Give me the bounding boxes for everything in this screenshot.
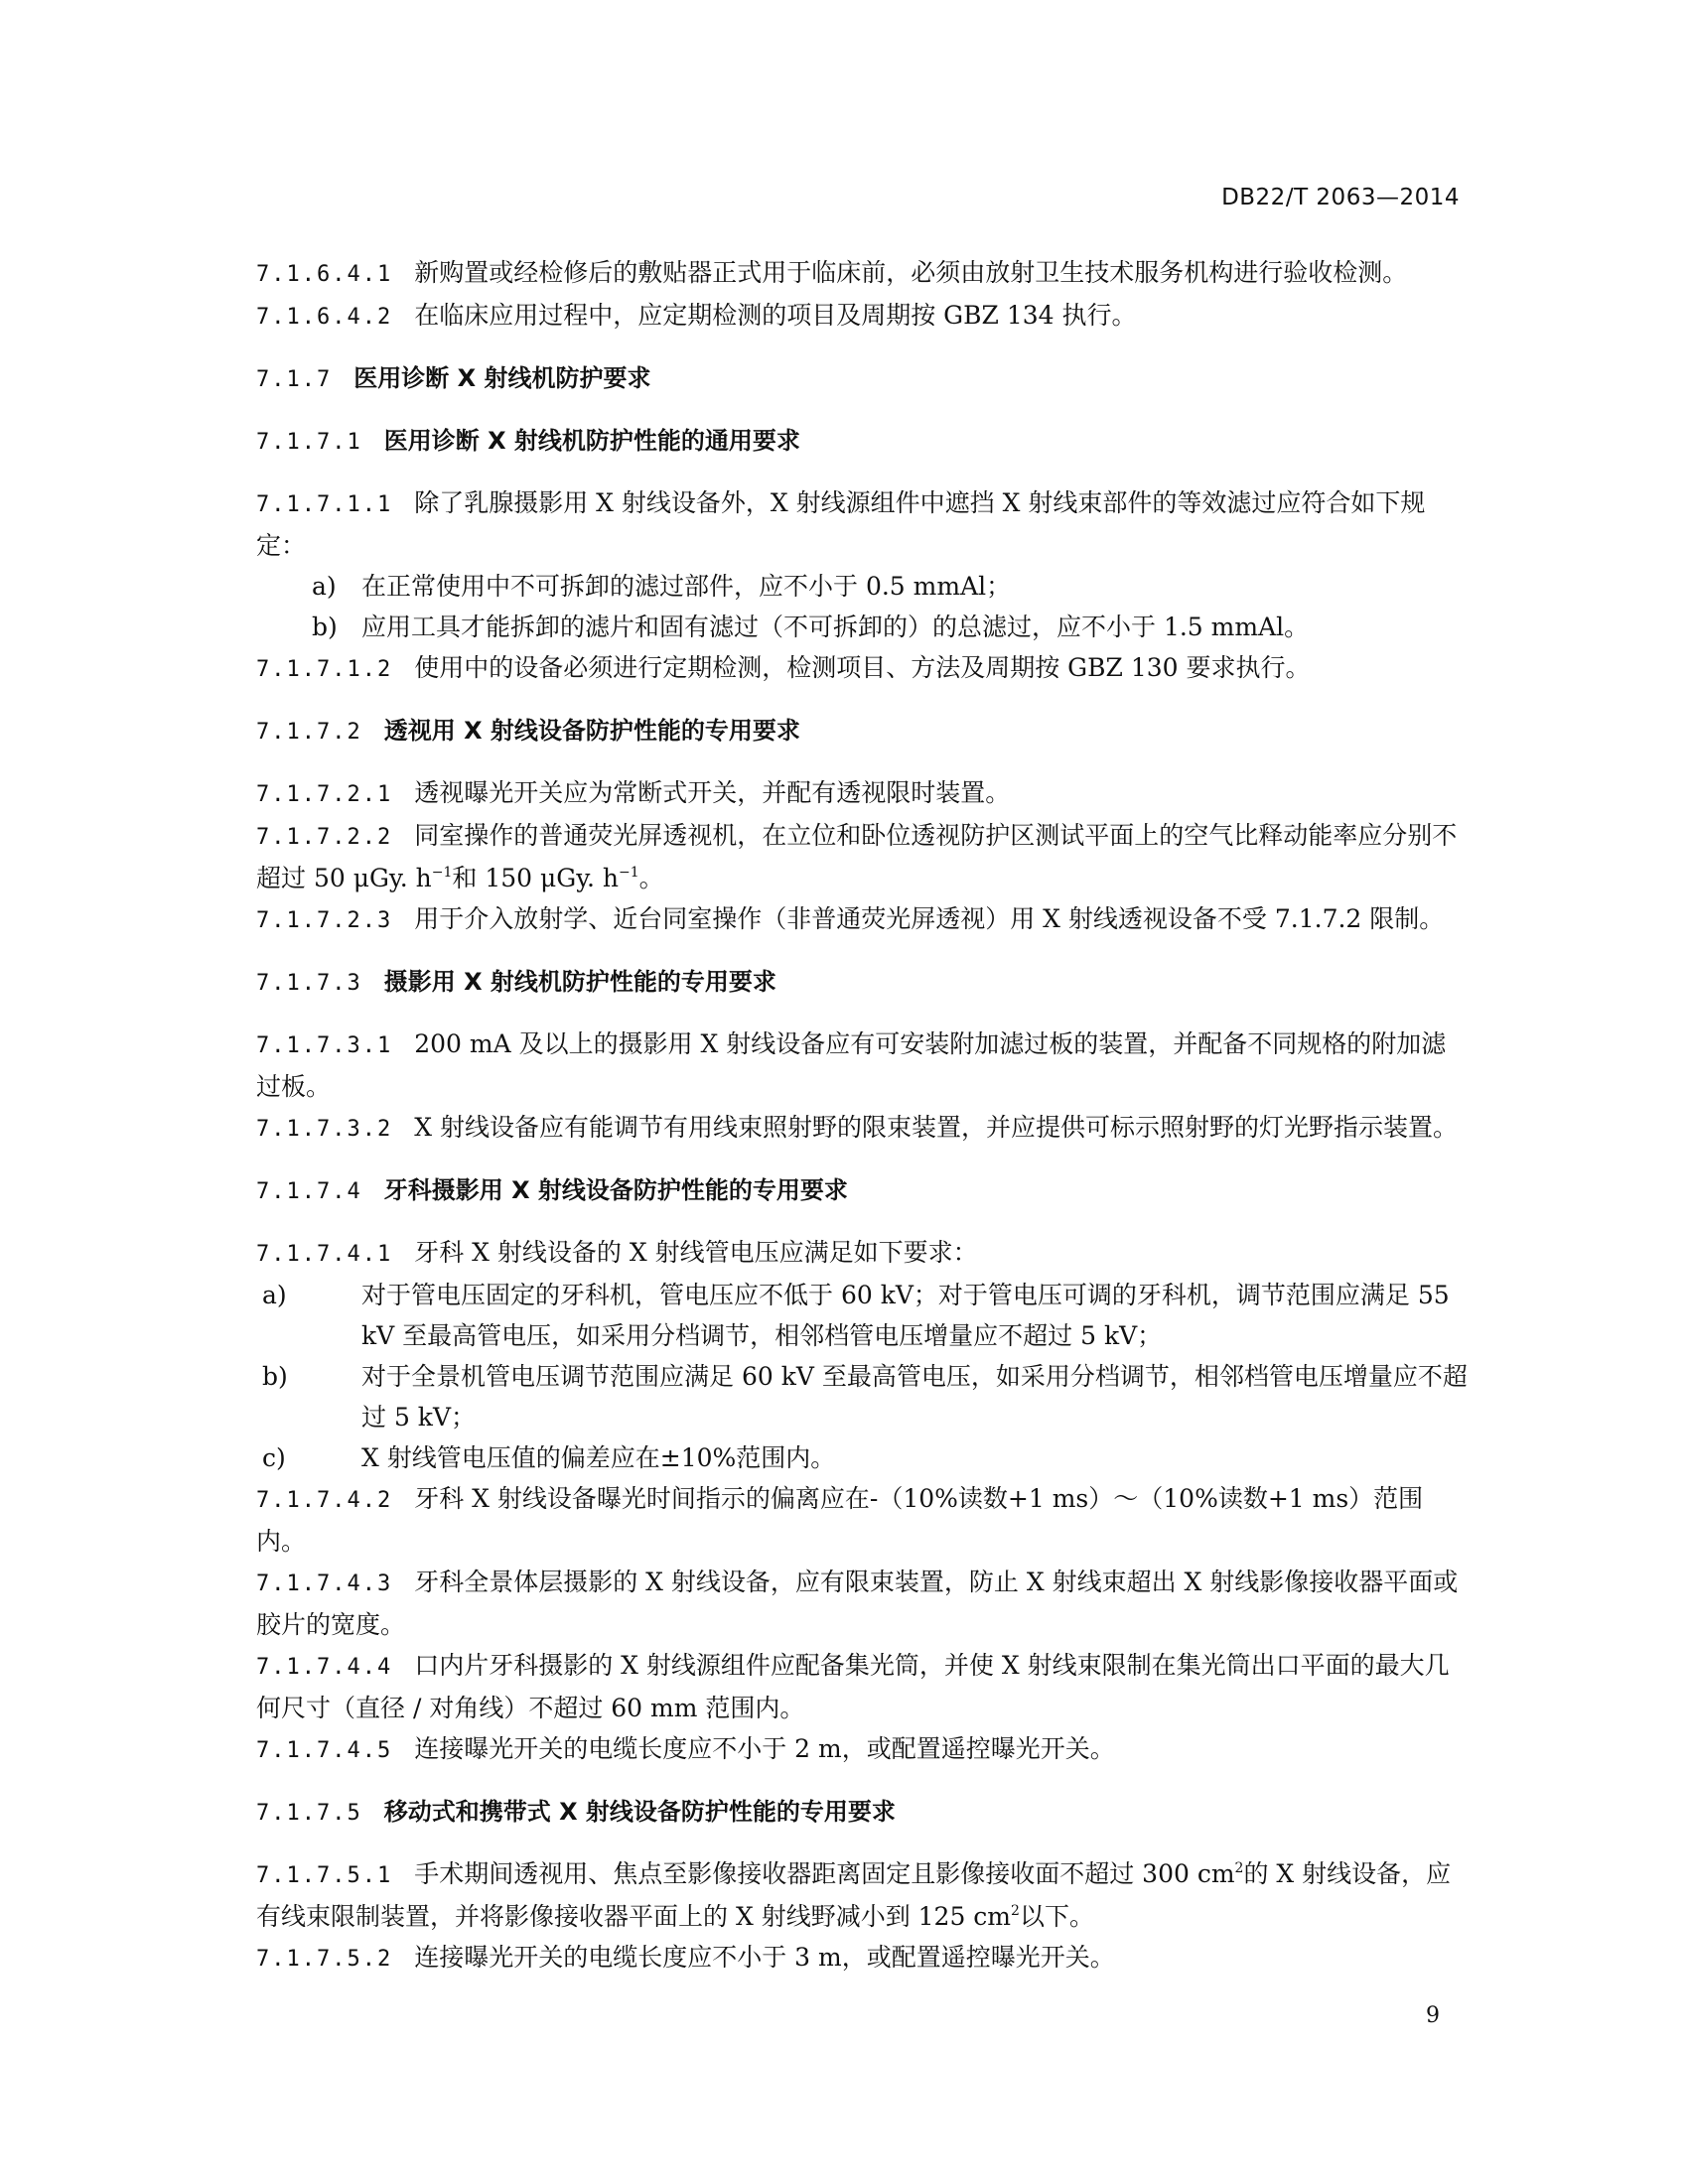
list-item [256,1356,1470,1437]
section-heading-7-1-7-1 [256,420,1470,463]
clause-number: 7.1.7.4.1 [256,1242,393,1267]
list-item-text: 在正常使用中不可拆卸的滤过部件，应不小于 0.5 mmAl； [361,572,1012,601]
heading-number: 7.1.7.1 [256,430,362,455]
clause-text: 和 150 μGy. h [452,864,620,892]
clause-7-1-7-2-1 [256,772,1470,815]
clause-7-1-7-2-2 [256,815,1470,898]
clause-number: 7.1.7.2.2 [256,825,393,850]
list-marker: c) [262,1443,286,1472]
heading-text: 牙科摄影用 X 射线设备防护性能的专用要求 [383,1176,848,1204]
superscript: −1 [431,865,453,881]
page-number: 9 [1426,2003,1440,2028]
clause-7-1-7-1-1 [256,482,1470,566]
clause-text: 牙科 X 射线设备的 X 射线管电压应满足如下要求： [414,1238,978,1267]
section-heading-7-1-7-4 [256,1169,1470,1212]
clause-number: 7.1.7.2.1 [256,782,393,807]
clause-7-1-7-3-2 [256,1107,1470,1150]
list-marker: b) [312,613,338,641]
clause-text: 连接曝光开关的电缆长度应不小于 2 m，或配置遥控曝光开关。 [414,1734,1115,1763]
clause-text: 的 X 射线设备，应有线束限制装置，并将影像接收器平面上的 X 射线野减小到 125 cm [256,1859,1452,1931]
heading-text: 摄影用 X 射线机防护性能的专用要求 [383,968,776,996]
clause-text: 连接曝光开关的电缆长度应不小于 3 m，或配置遥控曝光开关。 [414,1943,1115,1972]
clause-7-1-7-5-2 [256,1937,1470,1979]
section-heading-7-1-7-2 [256,710,1470,752]
heading-number: 7.1.7.2 [256,720,362,745]
clause-number: 7.1.7.5.2 [256,1947,393,1972]
clause-7-1-7-4-4 [256,1645,1470,1728]
clause-number: 7.1.7.1.1 [256,492,393,517]
clause-number: 7.1.7.5.1 [256,1863,393,1888]
heading-number: 7.1.7.4 [256,1179,362,1204]
clause-text: 新购置或经检修后的敷贴器正式用于临床前，必须由放射卫生技术服务机构进行验收检测。 [414,258,1408,287]
list-marker: a) [262,1281,287,1309]
section-heading-7-1-7-5 [256,1791,1470,1834]
clause-text: 透视曝光开关应为常断式开关，并配有透视限时装置。 [414,778,1011,807]
clause-7-1-7-5-1 [256,1853,1470,1937]
clause-7-1-7-3-1 [256,1024,1470,1107]
document-body [256,252,1470,1979]
section-heading-7-1-7 [256,357,1470,400]
clause-number: 7.1.7.4.4 [256,1655,393,1680]
clause-text: 在临床应用过程中，应定期检测的项目及周期按 GBZ 134 执行。 [414,301,1137,330]
heading-number: 7.1.7.5 [256,1801,362,1826]
list-item [256,1275,1470,1356]
list-marker: b) [262,1362,288,1391]
clause-7-1-6-4-1 [256,252,1470,295]
clause-number: 7.1.7.3.2 [256,1117,393,1142]
clause-number: 7.1.7.2.3 [256,908,393,933]
clause-7-1-6-4-2 [256,295,1470,338]
clause-number: 7.1.7.3.1 [256,1033,393,1058]
heading-text: 医用诊断 X 射线机防护要求 [353,364,651,392]
clause-number: 7.1.7.1.2 [256,657,393,682]
clause-number: 7.1.6.4.1 [256,262,393,287]
clause-7-1-7-4-1 [256,1232,1470,1275]
clause-text: 手术期间透视用、焦点至影像接收器距离固定且影像接收面不超过 300 cm [414,1859,1235,1888]
list-item [256,1437,1470,1478]
clause-text: 200 mA 及以上的摄影用 X 射线设备应有可安装附加滤过板的装置，并配备不同规格的附加滤过板。 [256,1029,1447,1101]
list-item [256,607,1470,647]
heading-text: 透视用 X 射线设备防护性能的专用要求 [383,717,800,745]
section-heading-7-1-7-3 [256,961,1470,1004]
list-item-text: 应用工具才能拆卸的滤片和固有滤过（不可拆卸的）的总滤过，应不小于 1.5 mmAl。 [361,613,1310,641]
superscript: 2 [1234,1860,1244,1876]
superscript: 2 [1011,1903,1020,1919]
clause-text: 除了乳腺摄影用 X 射线设备外，X 射线源组件中遮挡 X 射线束部件的等效滤过应符合如下规定： [256,488,1426,560]
clause-number: 7.1.7.4.5 [256,1738,393,1763]
superscript: −1 [619,865,639,881]
list-item [256,566,1470,607]
clause-text: 牙科 X 射线设备曝光时间指示的偏离应在-（10%读数+1 ms）～（10%读数+1 ms）范围内。 [256,1484,1424,1556]
heading-text: 医用诊断 X 射线机防护性能的通用要求 [383,427,800,455]
clause-text: X 射线设备应有能调节有用线束照射野的限束装置，并应提供可标示照射野的灯光野指示装置。 [414,1113,1458,1142]
clause-text: 同室操作的普通荧光屏透视机，在立位和卧位透视防护区测试平面上的空气比释动能率应分别不超过 50 μGy. h [256,821,1458,892]
clause-7-1-7-2-3 [256,898,1470,941]
clause-number: 7.1.7.4.2 [256,1488,393,1513]
clause-text: 口内片牙科摄影的 X 射线源组件应配备集光筒，并使 X 射线束限制在集光筒出口平面的最大几何尺寸（直径 / 对角线）不超过 60 mm 范围内。 [256,1651,1450,1722]
clause-7-1-7-1-2 [256,647,1470,690]
clause-7-1-7-4-2 [256,1478,1470,1562]
clause-number: 7.1.6.4.2 [256,305,393,330]
clause-text: 使用中的设备必须进行定期检测，检测项目、方法及周期按 GBZ 130 要求执行。 [414,653,1311,682]
heading-number: 7.1.7.3 [256,971,362,996]
clause-text: 牙科全景体层摄影的 X 射线设备，应有限束装置，防止 X 射线束超出 X 射线影像接收器平面或胶片的宽度。 [256,1568,1459,1639]
list-item-text: X 射线管电压值的偏差应在±10%范围内。 [361,1443,836,1472]
list-item-text: 对于管电压固定的牙科机，管电压应不低于 60 kV；对于管电压可调的牙科机，调节范围应满足 55 kV 至最高管电压，如采用分档调节，相邻档管电压增量应不超过 5 kV； [361,1281,1450,1350]
clause-text: 以下。 [1019,1902,1094,1931]
list-item-text: 对于全景机管电压调节范围应满足 60 kV 至最高管电压，如采用分档调节，相邻档管电压增量应不超过 5 kV； [361,1362,1468,1432]
clause-text: 用于介入放射学、近台同室操作（非普通荧光屏透视）用 X 射线透视设备不受 7.1.7.2 限制。 [414,904,1445,933]
heading-text: 移动式和携带式 X 射线设备防护性能的专用要求 [383,1798,896,1826]
clause-text: 。 [638,864,664,892]
clause-7-1-7-4-5 [256,1728,1470,1771]
heading-number: 7.1.7 [256,367,333,392]
document-code-header: DB22/T 2063—2014 [1221,185,1460,210]
list-marker: a) [312,572,337,601]
clause-7-1-7-4-3 [256,1562,1470,1645]
clause-number: 7.1.7.4.3 [256,1571,393,1596]
